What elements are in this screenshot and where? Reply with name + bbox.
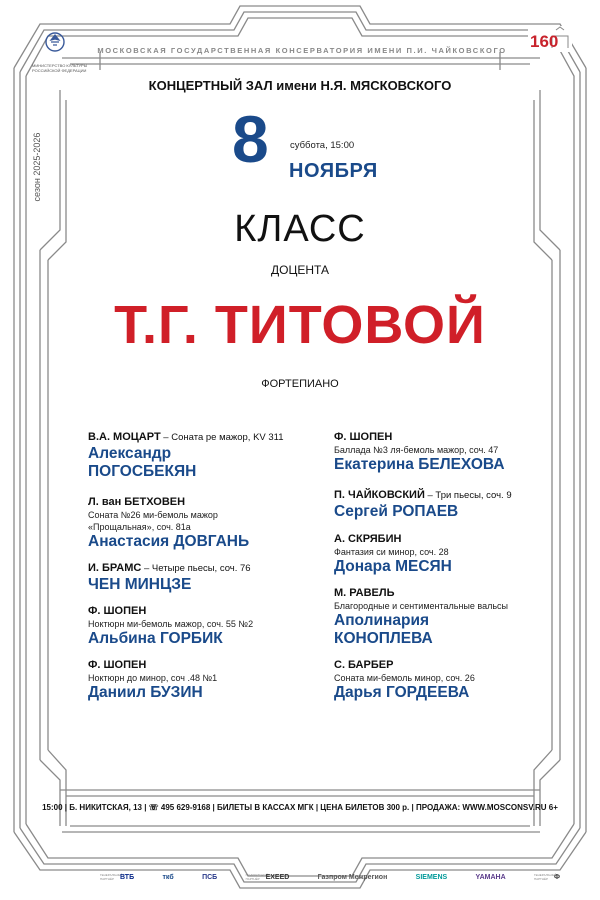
composer-name: Л. ван БЕТХОВЕН <box>88 496 186 508</box>
composer-name: М. РАВЕЛЬ <box>334 587 395 599</box>
footer-info: 15:00 | Б. НИКИТСКАЯ, 13 | ☏ 495 629-9168 | БИЛЕТЫ В КАССАХ МГК | ЦЕНА БИЛЕТОВ 300 р. | ПРОДАЖА: WWW.MOSCONSV.RU 6+ <box>42 803 558 812</box>
performer-name: КОНОПЛЕВА <box>334 630 433 647</box>
sponsor-tag: ГЕНЕРАЛЬНЫЙ ПАРТНЁР <box>100 873 123 881</box>
performer-name: ПОГОСБЕКЯН <box>88 463 197 480</box>
date-day: 8 <box>232 102 269 176</box>
concert-hall: КОНЦЕРТНЫЙ ЗАЛ имени Н.Я. МЯСКОВСКОГО <box>148 78 452 93</box>
sponsor-logo <box>318 874 388 881</box>
performer-name: ЧЕН МИНЦЗЕ <box>88 576 192 593</box>
program-item <box>334 586 559 648</box>
performer-name: Сергей РОПАЕВ <box>334 503 459 520</box>
sponsor-logo <box>202 874 217 881</box>
composer-line <box>88 658 313 672</box>
work-title: – Четыре пьесы, соч. 76 <box>141 563 251 574</box>
program-right-column <box>334 430 559 712</box>
sponsor-name: ткб <box>162 874 174 881</box>
composer-line <box>334 430 559 444</box>
sponsor-name: Ф <box>553 874 560 881</box>
program-item <box>334 488 559 521</box>
instrument-label: ФОРТЕПИАНО <box>261 378 339 390</box>
performer-name: Анастасия ДОВГАНЬ <box>88 533 250 550</box>
sponsor-logo <box>534 874 560 881</box>
sponsor-logo <box>246 874 290 881</box>
date-weekday-time: суббота, 15:00 <box>290 140 355 151</box>
sponsor-logo <box>476 874 506 881</box>
composer-name: Ф. ШОПЕН <box>88 659 147 671</box>
date-month: НОЯБРЯ <box>289 160 378 182</box>
conservatory-name: МОСКОВСКАЯ ГОСУДАРСТВЕННАЯ КОНСЕРВАТОРИЯ ИМЕНИ П.И. ЧАЙКОВСКОГО <box>97 46 507 55</box>
composer-name: Ф. ШОПЕН <box>88 605 147 617</box>
composer-line <box>88 430 313 445</box>
program-item <box>88 430 313 481</box>
composer-line <box>334 658 559 672</box>
performer-name: Александр <box>88 445 172 462</box>
sponsor-logo <box>416 874 448 881</box>
performer-name: Даниил БУЗИН <box>88 684 203 701</box>
program-item <box>88 658 313 702</box>
teacher-name: Т.Г. ТИТОВОЙ <box>114 295 486 355</box>
sponsor-name: SIEMENS <box>415 874 448 881</box>
composer-name: С. БАРБЕР <box>334 659 394 671</box>
program-item <box>334 532 559 576</box>
svg-text:160: 160 <box>530 32 559 51</box>
work-title: Благородные и сентиментальные вальсы <box>334 601 508 611</box>
composer-name: П. ЧАЙКОВСКИЙ <box>334 489 425 501</box>
work-title: Фантазия си минор, соч. 28 <box>334 547 449 557</box>
ministry-name: МИНИСТЕРСТВО КУЛЬТУРЫ РОССИЙСКОЙ ФЕДЕРАЦИИ <box>32 63 88 73</box>
program-item <box>88 495 313 551</box>
work-title: – Соната ре мажор, KV 311 <box>160 432 284 443</box>
season-label: сезон 2025-2026 <box>32 132 42 202</box>
work-title: Ноктюрн ми-бемоль мажор, соч. 55 №2 <box>88 619 254 629</box>
program-item <box>334 430 559 474</box>
composer-name: А. СКРЯБИН <box>334 533 402 545</box>
sponsor-tag: ГЕНЕРАЛЬНЫЙ ПАРТНЁР <box>245 873 269 881</box>
work-title: Баллада №3 ля-бемоль мажор, соч. 47 <box>334 445 499 455</box>
work-title: Соната ми-бемоль минор, соч. 26 <box>334 673 475 683</box>
anniversary-icon <box>528 26 572 52</box>
ministry-emblem-icon <box>44 30 66 56</box>
composer-name: И. БРАМС <box>88 562 142 574</box>
class-heading: КЛАСС <box>234 208 366 250</box>
sponsor-logo <box>100 874 134 881</box>
composer-name: Ф. ШОПЕН <box>334 431 393 443</box>
program-item <box>88 604 313 648</box>
work-title: – Три пьесы, соч. 9 <box>424 490 512 501</box>
work-title: Ноктюрн до минор, соч .48 №1 <box>88 673 218 683</box>
work-title: Соната №26 ми-бемоль мажор <box>88 510 218 520</box>
program-item <box>334 658 559 702</box>
performer-name: Альбина ГОРБИК <box>88 630 223 647</box>
program-item <box>88 561 313 594</box>
sponsor-name: YAMAHA <box>475 874 506 881</box>
performer-name: Донара МЕСЯН <box>334 558 452 575</box>
docent-label: ДОЦЕНТА <box>271 263 329 277</box>
anniversary-logo <box>528 26 572 52</box>
performer-name: Аполинария <box>334 612 430 629</box>
performer-name: Дарья ГОРДЕЕВА <box>334 684 470 701</box>
sponsor-tag: ГЕНЕРАЛЬНЫЙ ПАРТНЁР <box>533 873 557 881</box>
composer-line <box>334 586 559 600</box>
sponsor-name: Газпром Межрегион <box>317 874 388 881</box>
program-left-column <box>88 430 313 712</box>
ministry-logo <box>32 30 92 73</box>
sponsor-name: ПСБ <box>202 874 218 881</box>
sponsor-name: EXEED <box>265 874 290 881</box>
composer-line <box>334 488 559 503</box>
composer-line <box>334 532 559 546</box>
composer-line <box>88 604 313 618</box>
sponsor-name: ВТБ <box>120 874 135 881</box>
work-title: «Прощальная», соч. 81а <box>88 522 191 532</box>
performer-name: Екатерина БЕЛЕХОВА <box>334 456 505 473</box>
sponsor-logo <box>162 874 173 881</box>
composer-line <box>88 495 313 509</box>
composer-line <box>88 561 313 576</box>
sponsors-bar <box>100 874 560 881</box>
composer-name: В.А. МОЦАРТ <box>88 431 161 443</box>
